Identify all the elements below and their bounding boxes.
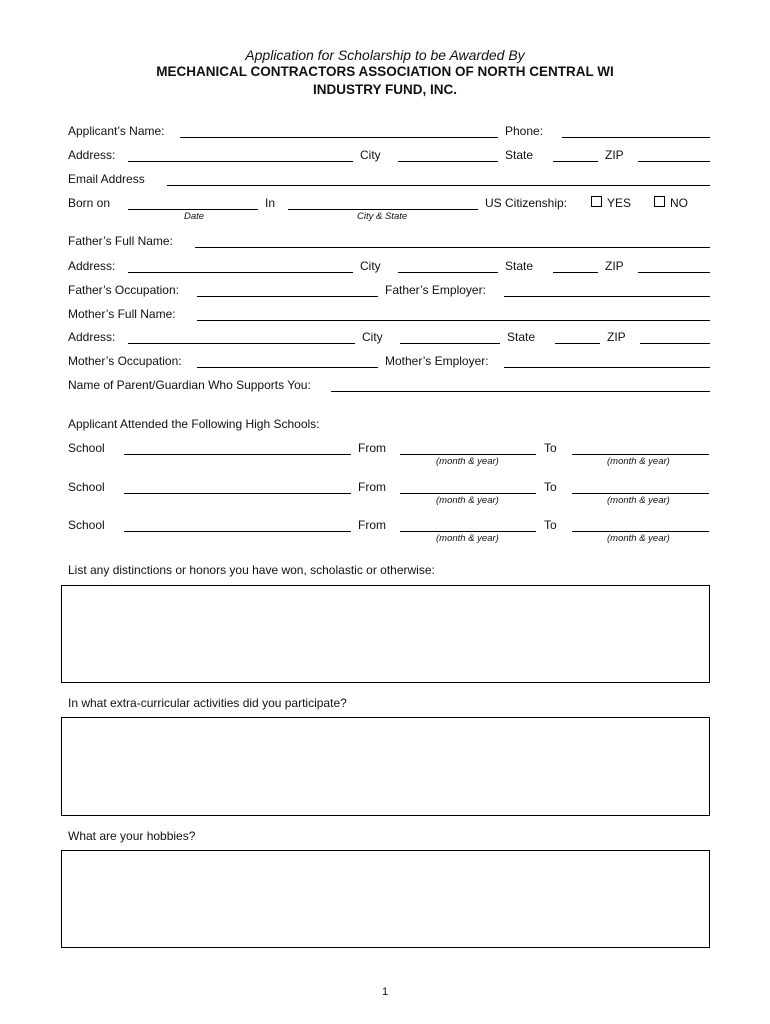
- applicant-name-field[interactable]: [180, 137, 498, 138]
- address-field[interactable]: [128, 161, 353, 162]
- mother-occupation-label: Mother’s Occupation:: [68, 354, 182, 368]
- zip-label: ZIP: [605, 148, 624, 162]
- school-1-to-field[interactable]: [572, 454, 709, 455]
- city-label: City: [360, 148, 381, 162]
- no-label: NO: [670, 196, 688, 210]
- father-city-label: City: [360, 259, 381, 273]
- email-field[interactable]: [167, 185, 710, 186]
- school-1-from-field[interactable]: [400, 454, 536, 455]
- high-schools-heading: Applicant Attended the Following High Schools:: [68, 417, 320, 431]
- father-city-field[interactable]: [398, 272, 498, 273]
- from-label: From: [358, 480, 386, 494]
- school-3-field[interactable]: [124, 531, 351, 532]
- month-year-caption: (month & year): [607, 456, 670, 467]
- school-label: School: [68, 480, 105, 494]
- from-label: From: [358, 518, 386, 532]
- month-year-caption: (month & year): [607, 495, 670, 506]
- birth-date-field[interactable]: [128, 209, 258, 210]
- father-occupation-label: Father’s Occupation:: [68, 283, 179, 297]
- month-year-caption: (month & year): [436, 495, 499, 506]
- mother-name-field[interactable]: [197, 320, 710, 321]
- school-2-to-field[interactable]: [572, 493, 709, 494]
- to-label: To: [544, 441, 557, 455]
- city-field[interactable]: [398, 161, 498, 162]
- mother-zip-label: ZIP: [607, 330, 626, 344]
- distinctions-label: List any distinctions or honors you have won, scholastic or otherwise:: [68, 563, 435, 577]
- city-state-caption: City & State: [357, 211, 408, 222]
- guardian-field[interactable]: [331, 391, 710, 392]
- date-caption: Date: [184, 211, 205, 222]
- father-employer-label: Father’s Employer:: [385, 283, 486, 297]
- citizenship-no-checkbox[interactable]: [654, 196, 665, 207]
- mother-name-label: Mother’s Full Name:: [68, 307, 176, 321]
- activities-textarea[interactable]: [61, 717, 710, 816]
- mother-occupation-field[interactable]: [197, 367, 378, 368]
- in-label: In: [265, 196, 276, 210]
- born-on-label: Born on: [68, 196, 111, 210]
- school-1-field[interactable]: [124, 454, 351, 455]
- hobbies-label: What are your hobbies?: [68, 829, 196, 843]
- applicant-name-label: Applicant’s Name:: [68, 124, 165, 138]
- father-name-label: Father’s Full Name:: [68, 234, 173, 248]
- phone-label: Phone:: [505, 124, 544, 138]
- father-zip-field[interactable]: [638, 272, 710, 273]
- school-2-from-field[interactable]: [400, 493, 536, 494]
- school-label: School: [68, 441, 105, 455]
- form-title-line2: INDUSTRY FUND, INC.: [312, 82, 457, 97]
- father-occupation-field[interactable]: [197, 296, 378, 297]
- email-label: Email Address: [68, 172, 145, 186]
- mother-city-label: City: [362, 330, 383, 344]
- father-address-field[interactable]: [128, 272, 353, 273]
- mother-state-label: State: [507, 330, 536, 344]
- mother-zip-field[interactable]: [640, 343, 710, 344]
- phone-field[interactable]: [562, 137, 710, 138]
- form-subtitle: Application for Scholarship to be Awarded By: [245, 47, 525, 63]
- hobbies-textarea[interactable]: [61, 850, 710, 948]
- father-state-field[interactable]: [553, 272, 598, 273]
- mother-city-field[interactable]: [400, 343, 500, 344]
- mother-address-field[interactable]: [128, 343, 355, 344]
- activities-label: In what extra-curricular activities did you participate?: [68, 696, 347, 710]
- guardian-label: Name of Parent/Guardian Who Supports You:: [68, 378, 311, 392]
- mother-state-field[interactable]: [555, 343, 600, 344]
- form-title: MECHANICAL CONTRACTORS ASSOCIATION OF NORTH CENTRAL WI: [156, 64, 614, 79]
- address-label: Address:: [68, 148, 116, 162]
- to-label: To: [544, 480, 557, 494]
- school-2-field[interactable]: [124, 493, 351, 494]
- month-year-caption: (month & year): [436, 533, 499, 544]
- state-label: State: [505, 148, 534, 162]
- citizenship-yes-checkbox[interactable]: [591, 196, 602, 207]
- school-label: School: [68, 518, 105, 532]
- to-label: To: [544, 518, 557, 532]
- father-employer-field[interactable]: [504, 296, 710, 297]
- father-address-label: Address:: [68, 259, 116, 273]
- mother-employer-field[interactable]: [504, 367, 710, 368]
- page-number: 1: [381, 986, 389, 998]
- month-year-caption: (month & year): [607, 533, 670, 544]
- father-state-label: State: [505, 259, 534, 273]
- month-year-caption: (month & year): [436, 456, 499, 467]
- state-field[interactable]: [553, 161, 598, 162]
- mother-employer-label: Mother’s Employer:: [385, 354, 489, 368]
- yes-label: YES: [607, 196, 632, 210]
- us-citizenship-label: US Citizenship:: [485, 196, 568, 210]
- zip-field[interactable]: [638, 161, 710, 162]
- father-zip-label: ZIP: [605, 259, 624, 273]
- from-label: From: [358, 441, 386, 455]
- school-3-to-field[interactable]: [572, 531, 709, 532]
- distinctions-textarea[interactable]: [61, 585, 710, 683]
- mother-address-label: Address:: [68, 330, 116, 344]
- school-3-from-field[interactable]: [400, 531, 536, 532]
- birth-place-field[interactable]: [288, 209, 478, 210]
- father-name-field[interactable]: [195, 247, 710, 248]
